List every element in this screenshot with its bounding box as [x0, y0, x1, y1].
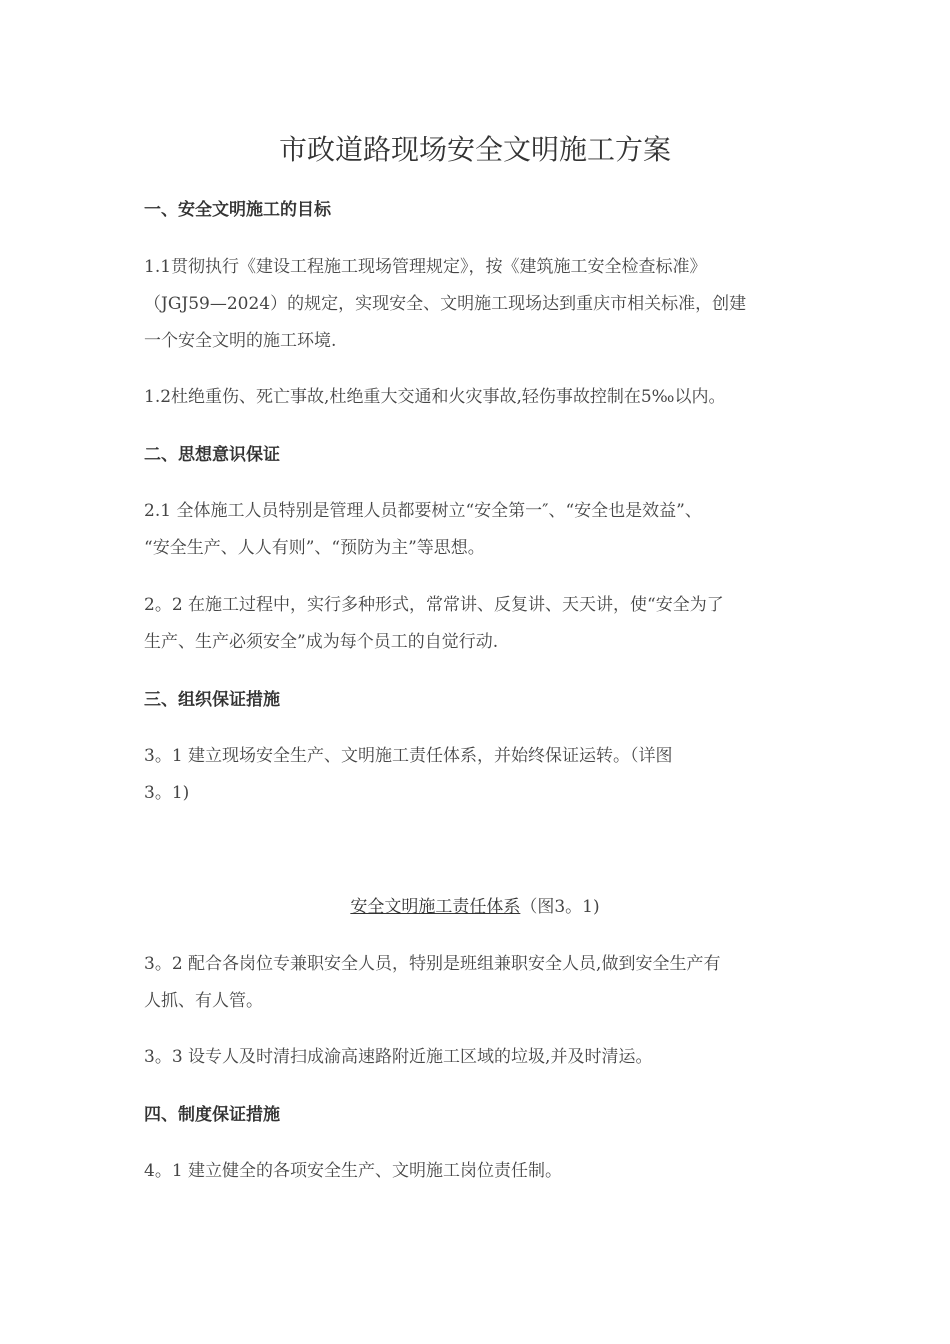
paragraph-3-1 [144, 738, 808, 812]
figure-caption [0, 895, 950, 919]
figure-caption-title: 安全文明施工责任体系 [350, 897, 521, 917]
paragraph-line: 3。1) [144, 783, 190, 803]
paragraph-4-1 [144, 1153, 808, 1190]
paragraph-2-2 [144, 587, 808, 661]
section-heading-4: 四、制度保证措施 [144, 1105, 280, 1125]
paragraph-line: 1.1贯彻执行《建设工程施工现场管理规定》，按《建筑施工安全检查标准》 [144, 257, 707, 277]
paragraph-line: 生产、生产必须安全”成为每个员工的自觉行动. [144, 632, 499, 652]
section-heading-2: 二、思想意识保证 [144, 445, 280, 465]
paragraph-2-1 [144, 493, 808, 567]
paragraph-line: 3。3 设专人及时清扫成渝高速路附近施工区域的垃圾,并及时清运。 [144, 1047, 653, 1067]
section-heading-1: 一、安全文明施工的目标 [144, 200, 331, 220]
section-heading-3: 三、组织保证措施 [144, 690, 280, 710]
figure-caption-number: （图3。1) [520, 897, 600, 917]
paragraph-3-3 [144, 1039, 808, 1076]
paragraph-line: 4。1 建立健全的各项安全生产、文明施工岗位责任制。 [144, 1161, 563, 1181]
paragraph-line: “安全生产、人人有则”、“预防为主”等思想。 [144, 538, 485, 558]
paragraph-line: 3。1 建立现场安全生产、文明施工责任体系，并始终保证运转。（详图 [144, 746, 673, 766]
paragraph-3-2 [144, 946, 808, 1020]
paragraph-1-1 [144, 249, 808, 360]
paragraph-line: 人抓、有人管。 [144, 991, 263, 1011]
paragraph-line: 2。2 在施工过程中，实行多种形式，常常讲、反复讲、天天讲，使“安全为了 [144, 595, 724, 615]
document-title: 市政道路现场安全文明施工方案 [278, 133, 671, 166]
paragraph-line: （JGJ59—2024）的规定，实现安全、文明施工现场达到重庆市相关标准，创建 [144, 294, 747, 314]
paragraph-line: 2.1 全体施工人员特别是管理人员都要树立“安全第一″、“安全也是效益”、 [144, 501, 702, 521]
paragraph-1-2 [144, 379, 808, 416]
paragraph-line: 1.2杜绝重伤、死亡事故,杜绝重大交通和火灾事故,轻伤事故控制在5‰以内。 [144, 387, 726, 407]
paragraph-line: 3。2 配合各岗位专兼职安全人员，特别是班组兼职安全人员,做到安全生产有 [144, 954, 721, 974]
paragraph-line: 一个安全文明的施工环境. [144, 331, 337, 351]
